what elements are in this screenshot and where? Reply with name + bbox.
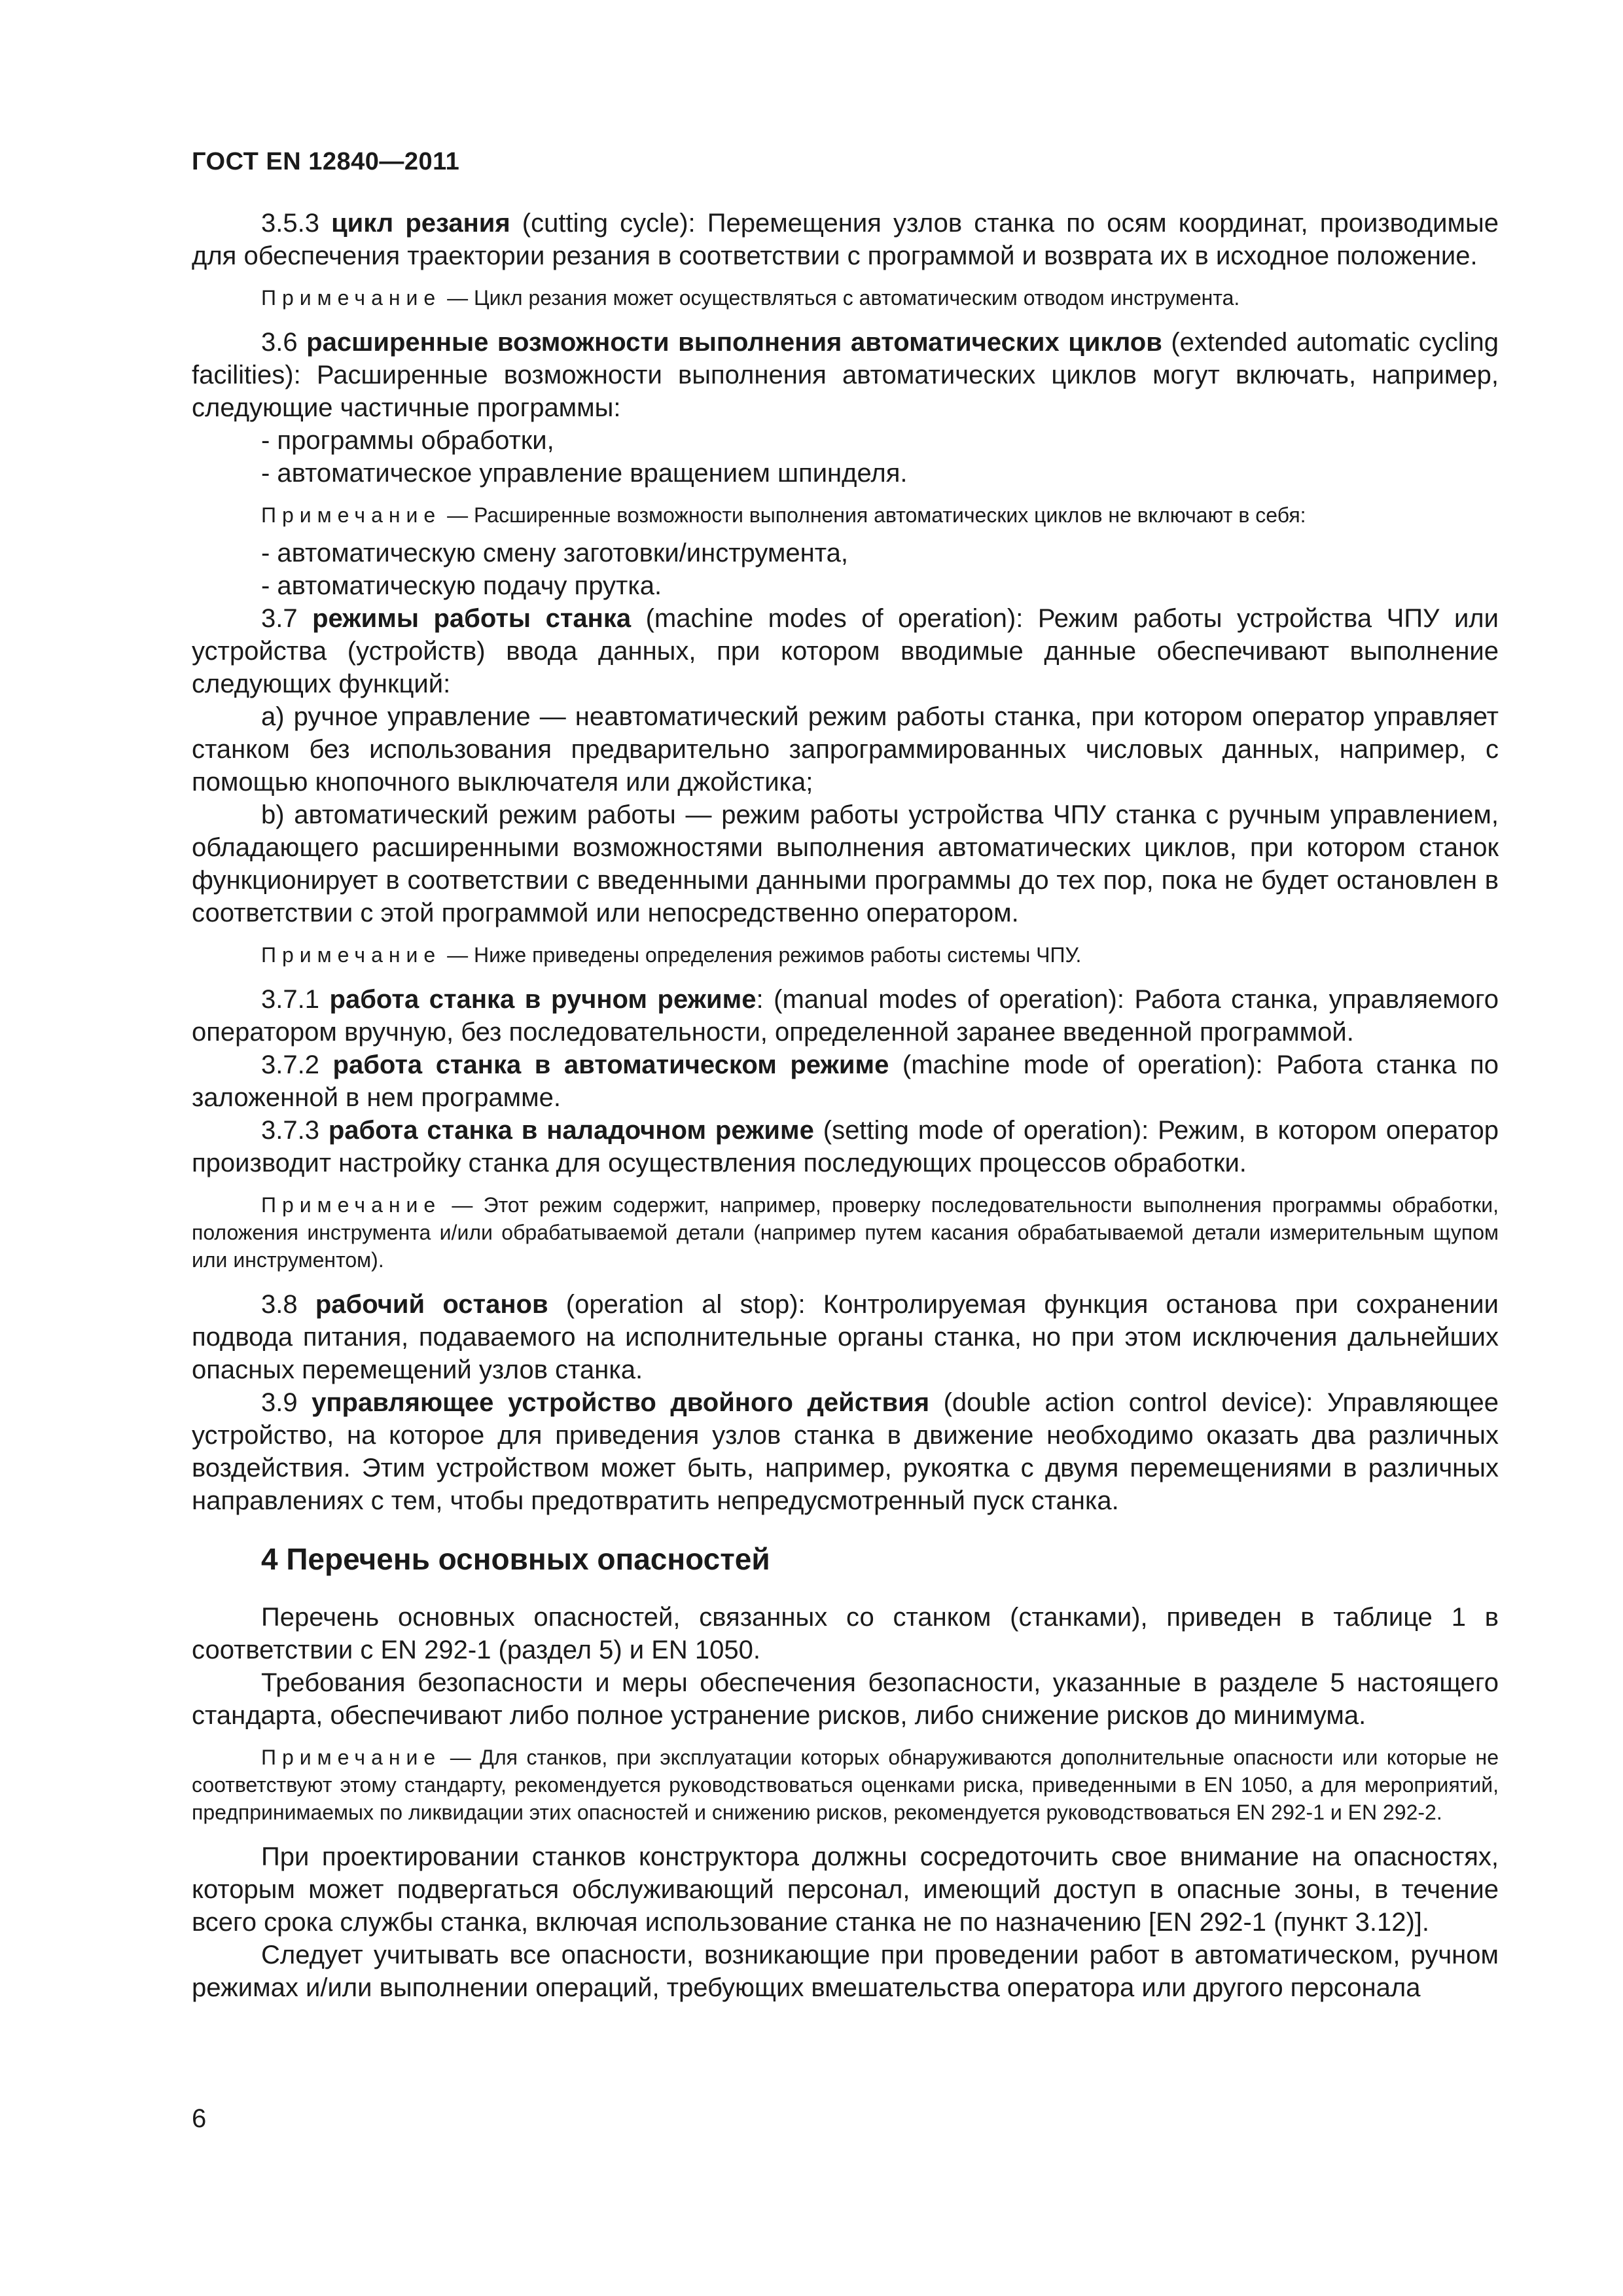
clause-number: 3.9 — [261, 1388, 298, 1417]
clause-term: работа станка в ручном режиме — [329, 985, 757, 1014]
clause-term: работа станка в автоматическом режиме — [332, 1050, 889, 1079]
clause-3-7-3 — [192, 1114, 1499, 1179]
clause-3-5-3 — [192, 207, 1499, 272]
note-label: Примечание — [261, 1746, 442, 1769]
clause-number: 3.7.1 — [261, 985, 319, 1014]
note-text: — Для станков, при эксплуатации которых обнаруживаются дополнительные опасности или которые не соответствуют этому стандарту, рекомендуется руководствоваться оценками риска, приведенными в EN 1050, а для мероприятий, предпринимаемых по ликвидации этих опасностей и снижению рисков, рекомендуется руководствоваться EN 292-1 и EN 292-2. — [192, 1746, 1499, 1824]
note-text: — Ниже приведены определения режимов работы системы ЧПУ. — [441, 943, 1082, 967]
note-text: — Этот режим содержит, например, проверку последовательности выполнения программы обработки, положения инструмента и/или обрабатываемой детали (например путем касания обрабатываемой детали измерительным щупом или инструментом). — [192, 1193, 1499, 1272]
clause-number: 3.8 — [261, 1290, 298, 1319]
clause-number: 3.5.3 — [261, 209, 319, 238]
clause-3-8 — [192, 1288, 1499, 1386]
note-label: Примечание — [261, 286, 442, 310]
clause-text: (double action control device): Управляющее устройство, на которое для приведения узлов станка в движение необходимо оказать два различных воздействия. Этим устройством может быть, например, рукоятка с двумя перемещениями в различных направлениях с тем, чтобы предотвратить непредусмотренный пуск станка. — [192, 1388, 1499, 1515]
note-3-5-3 — [192, 284, 1499, 312]
note-3-6 — [192, 501, 1499, 529]
clause-3-9 — [192, 1386, 1499, 1517]
clause-term: цикл резания — [331, 209, 510, 238]
list-item: - автоматическое управление вращением шпинделя. — [261, 459, 908, 488]
clause-3-7-1 — [192, 983, 1499, 1049]
section-4-paragraph-3: При проектировании станков конструктора должны сосредоточить свое внимание на опасностях, которым может подвергаться обслуживающий персонал, имеющий доступ в опасные зоны, в течение всего срока службы станка, включая использование станка не по назначению [EN 292-1 (пункт 3.12)]. — [192, 1842, 1499, 1937]
note-text: — Расширенные возможности выполнения автоматических циклов не включают в себя: — [441, 503, 1306, 527]
list-item: - программы обработки, — [261, 426, 554, 455]
page-number: 6 — [192, 2104, 207, 2133]
clause-text: : (manual modes of operation): Работа станка, управляемого оператором вручную, без последовательности, определенной заранее введенной программой. — [192, 985, 1499, 1047]
note-3-7-3 — [192, 1191, 1499, 1274]
clause-3-7-item-b: b) автоматический режим работы — режим работы устройства ЧПУ станка с ручным управлением, обладающего расширенными возможностями выполнения автоматических циклов, при котором станок функционирует в соответствии с введенными данными программы до тех пор, пока не будет остановлен в соответствии с этой программой или непосредственно оператором. — [192, 800, 1499, 927]
clause-term: работа станка в наладочном режиме — [328, 1116, 814, 1145]
clause-text: (cutting cycle): Перемещения узлов станка по осям координат, производимые для обеспечения траектории резания в соответствии с программой и возврата их в исходное положение. — [192, 209, 1499, 270]
clause-text: (machine mode of operation): Работа станка по заложенной в нем программе. — [192, 1050, 1499, 1112]
clause-text: (operation al stop): Контролируемая функция останова при сохранении подвода питания, подаваемого на исполнительные органы станка, но при этом исключения дальнейших опасных перемещений узлов станка. — [192, 1290, 1499, 1384]
document-body — [192, 207, 1499, 2004]
clause-term: управляющее устройство двойного действия — [312, 1388, 930, 1417]
clause-number: 3.7.2 — [261, 1050, 319, 1079]
clause-number: 3.7.3 — [261, 1116, 319, 1145]
section-4-heading: 4 Перечень основных опасностей — [261, 1542, 770, 1576]
clause-3-7 — [192, 602, 1499, 700]
clause-term: рабочий останов — [315, 1290, 548, 1319]
list-item: - автоматическую смену заготовки/инструмента, — [261, 539, 848, 567]
clause-text: (extended automatic cycling facilities): Расширенные возможности выполнения автоматических циклов могут включать, например, следующие частичные программы: — [192, 328, 1499, 422]
note-3-7 — [192, 941, 1499, 969]
note-label: Примечание — [261, 943, 442, 967]
list-item: - автоматическую подачу прутка. — [261, 571, 662, 600]
clause-number: 3.6 — [261, 328, 298, 357]
note-text: — Цикл резания может осуществляться с автоматическим отводом инструмента. — [441, 286, 1240, 310]
section-4-paragraph-4: Следует учитывать все опасности, возникающие при проведении работ в автоматическом, ручном режимах и/или выполнении операций, требующих вмешательства оператора или другого персонала — [192, 1941, 1499, 2002]
clause-term: режимы работы станка — [312, 604, 632, 633]
clause-text: (setting mode of operation): Режим, в котором оператор производит настройку станка для осуществления последующих процессов обработки. — [192, 1116, 1499, 1177]
clause-3-6 — [192, 326, 1499, 424]
clause-3-7-item-a: a) ручное управление — неавтоматический режим работы станка, при котором оператор управляет станком без использования предварительно запрограммированных числовых данных, например, с помощью кнопочного выключателя или джойстика; — [192, 702, 1499, 797]
clause-number: 3.7 — [261, 604, 298, 633]
clause-3-7-2 — [192, 1049, 1499, 1114]
note-label: Примечание — [261, 1193, 442, 1217]
document-header: ГОСТ EN 12840—2011 — [192, 148, 460, 175]
clause-term: расширенные возможности выполнения автоматических циклов — [306, 328, 1162, 357]
section-4-paragraph-2: Требования безопасности и меры обеспечения безопасности, указанные в разделе 5 настоящего стандарта, обеспечивают либо полное устранение рисков, либо снижение рисков до минимума. — [192, 1668, 1499, 1730]
note-section-4 — [192, 1744, 1499, 1826]
section-4-paragraph-1: Перечень основных опасностей, связанных со станком (станками), приведен в таблице 1 в соответствии с EN 292-1 (раздел 5) и EN 1050. — [192, 1603, 1499, 1664]
note-label: Примечание — [261, 503, 442, 527]
clause-text: (machine modes of operation): Режим работы устройства ЧПУ или устройства (устройств) ввода данных, при котором вводимые данные обеспечивают выполнение следующих функций: — [192, 604, 1499, 698]
